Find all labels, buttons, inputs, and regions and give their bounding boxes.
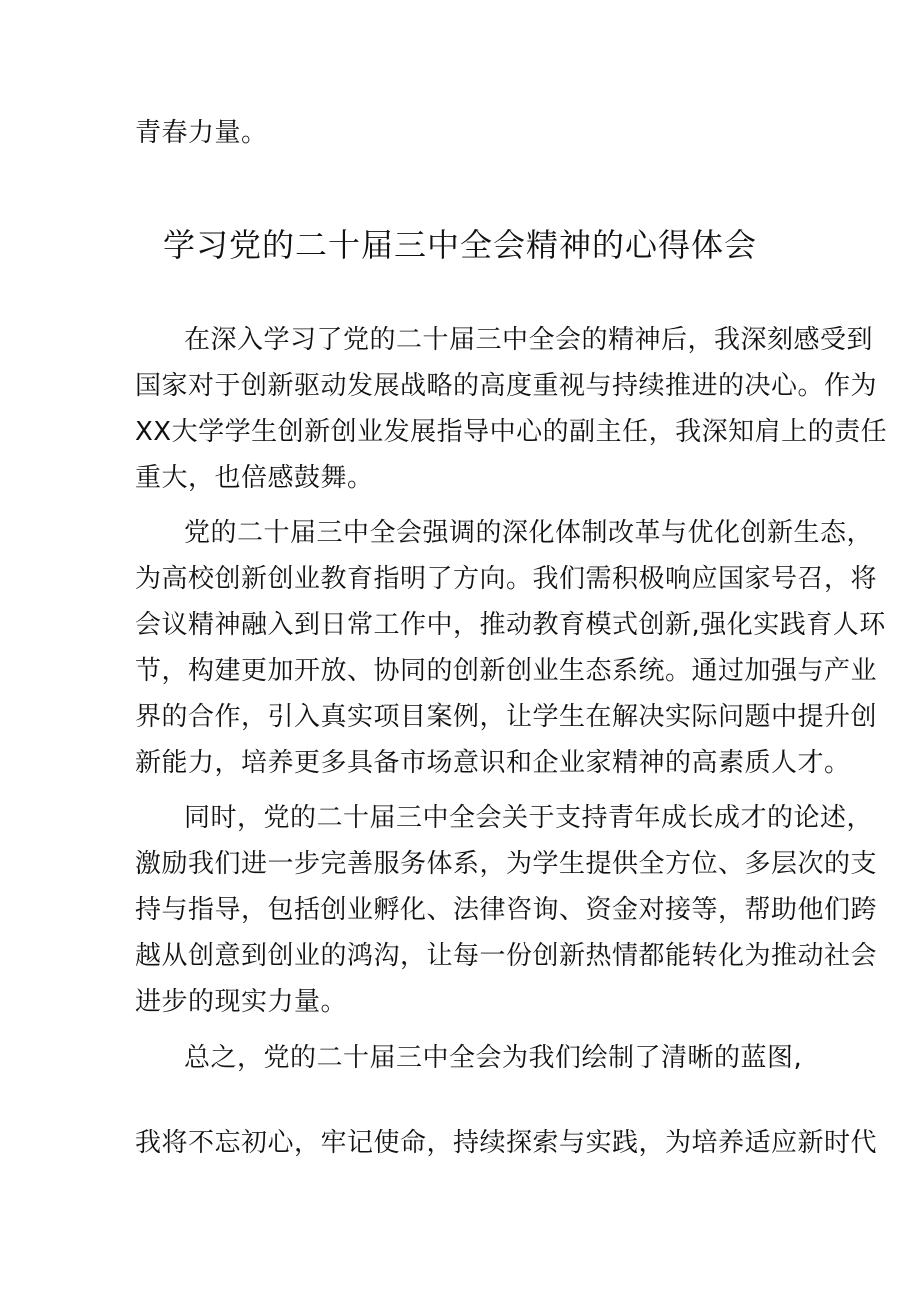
paragraph-3-line-1: 同时，党的二十届三中全会关于支持青年成长成才的论述， [184,803,874,833]
paragraph-2-line-3: 会议精神融入到日常工作中，推动教育模式创新,强化实践育人环 [135,610,886,640]
paragraph-3-line-3: 持与指导，包括创业孵化、法律咨询、资金对接等，帮助他们跨 [135,895,878,925]
carryover-text-line: 青春力量。 [135,118,268,148]
paragraph-1-line-2: 国家对于创新驱动发展战略的高度重视与持续推进的决心。作为 [135,371,878,401]
paragraph-1-line-3: XX大学学生创新创业发展指导中心的副主任，我深知肩上的责任 [135,417,888,447]
paragraph-4-line-1: 总之，党的二十届三中全会为我们绘制了清晰的蓝图, [184,1043,803,1073]
page-title: 学习党的二十届三中全会精神的心得体会 [162,226,757,264]
paragraph-3-line-4: 越从创意到创业的鸿沟，让每一份创新热情都能转化为推动社会 [135,941,878,971]
paragraph-3-line-5: 进步的现实力量。 [135,987,348,1017]
paragraph-1-line-4: 重大，也倍感鼓舞。 [135,463,374,493]
paragraph-1-line-1: 在深入学习了党的二十届三中全会的精神后，我深刻感受到 [184,325,874,355]
paragraph-3-line-2: 激励我们进一步完善服务体系，为学生提供全方位、多层次的支 [135,849,878,879]
paragraph-2-line-6: 新能力，培养更多具备市场意识和企业家精神的高素质人才。 [135,748,851,778]
paragraph-2-line-1: 党的二十届三中全会强调的深化体制改革与优化创新生态， [184,518,874,548]
paragraph-2-line-5: 界的合作，引入真实项目案例，让学生在解决实际问题中提升创 [135,702,878,732]
paragraph-4-line-2: 我将不忘初心，牢记使命，持续探索与实践，为培养适应新时代 [135,1128,878,1158]
paragraph-2-line-4: 节，构建更加开放、协同的创新创业生态系统。通过加强与产业 [135,656,878,686]
paragraph-2-line-2: 为高校创新创业教育指明了方向。我们需积极响应国家号召，将 [135,564,878,594]
